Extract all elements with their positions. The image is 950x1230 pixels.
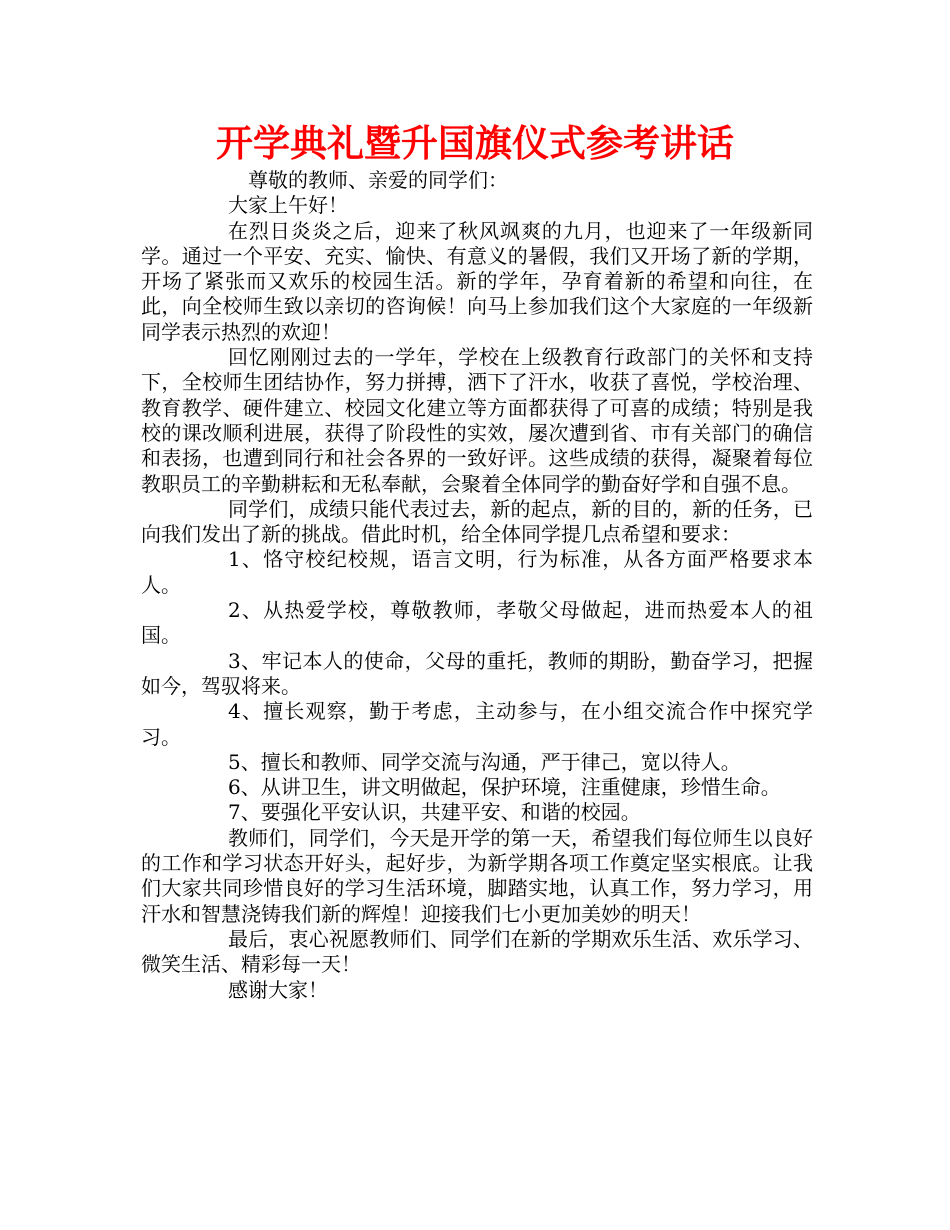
document-title: 开学典礼暨升国旗仪式参考讲话 <box>216 122 734 165</box>
list-item: 5、擅长和教师、同学交流与沟通，严于律己，宽以待人。 <box>228 749 741 774</box>
paragraph-hope: 教师们，同学们，今天是开学的第一天，希望我们每位师生以良好的工作和学习状态开好头，起好步，为新学期各项工作奠定坚实根底。让我们大家共同珍惜良好的学习生活环境，脚踏实地，认真工作，努力学习，用汗水和智慧浇铸我们新的辉煌！迎接我们七小更加美妙的明天！ <box>141 825 813 926</box>
greeting: 大家上午好！ <box>228 193 348 218</box>
list-item: 6、从讲卫生，讲文明做起，保护环境，注重健康，珍惜生命。 <box>228 775 781 800</box>
list-item: 1、恪守校纪校规，语言文明，行为标准，从各方面严格要求本人。 <box>141 547 813 597</box>
closing-thanks: 感谢大家！ <box>228 977 328 1002</box>
list-item: 4、擅长观察，勤于考虑，主动参与，在小组交流合作中探究学习。 <box>141 699 813 749</box>
list-item: 2、从热爱学校，尊敬教师，孝敬父母做起，进而热爱本人的祖国。 <box>141 598 813 648</box>
document-body <box>141 168 813 1003</box>
paragraph-wishes: 最后，衷心祝愿教师们、同学们在新的学期欢乐生活、欢乐学习、微笑生活、精彩每一天！ <box>141 926 813 977</box>
paragraph-opening: 在烈日炎炎之后，迎来了秋风飒爽的九月，也迎来了一年级新同学。通过一个平安、充实、愉快、有意义的暑假，我们又开场了新的学期，开场了紧张而又欢乐的校园生活。新的学年，孕育着新的希望和向往，在此，向全校师生致以亲切的咨询候！向马上参加我们这个大家庭的一年级新同学表示热烈的欢迎！ <box>141 218 813 344</box>
paragraph-challenge: 同学们，成绩只能代表过去，新的起点，新的目的，新的任务，已向我们发出了新的挑战。借此时机，给全体同学提几点希望和要求： <box>141 496 813 547</box>
list-item: 3、牢记本人的使命，父母的重托，教师的期盼，勤奋学习，把握如今，驾驭将来。 <box>141 648 813 698</box>
paragraph-review: 回忆刚刚过去的一学年，学校在上级教育行政部门的关怀和支持下，全校师生团结协作，努力拼搏，洒下了汗水，收获了喜悦，学校治理、教育教学、硬件建立、校园文化建立等方面都获得了可喜的成绩；特别是我校的课改顺利进展，获得了阶段性的实效，屡次遭到省、市有关部门的确信和表扬，也遭到同行和社会各界的一致好评。这些成绩的获得，凝聚着每位教职员工的辛勤耕耘和无私奉献，会聚着全体同学的勤奋好学和自强不息。 <box>141 345 813 496</box>
list-item: 7、要强化平安认识，共建平安、和谐的校园。 <box>228 800 641 825</box>
salutation: 尊敬的教师、亲爱的同学们： <box>248 168 508 192</box>
